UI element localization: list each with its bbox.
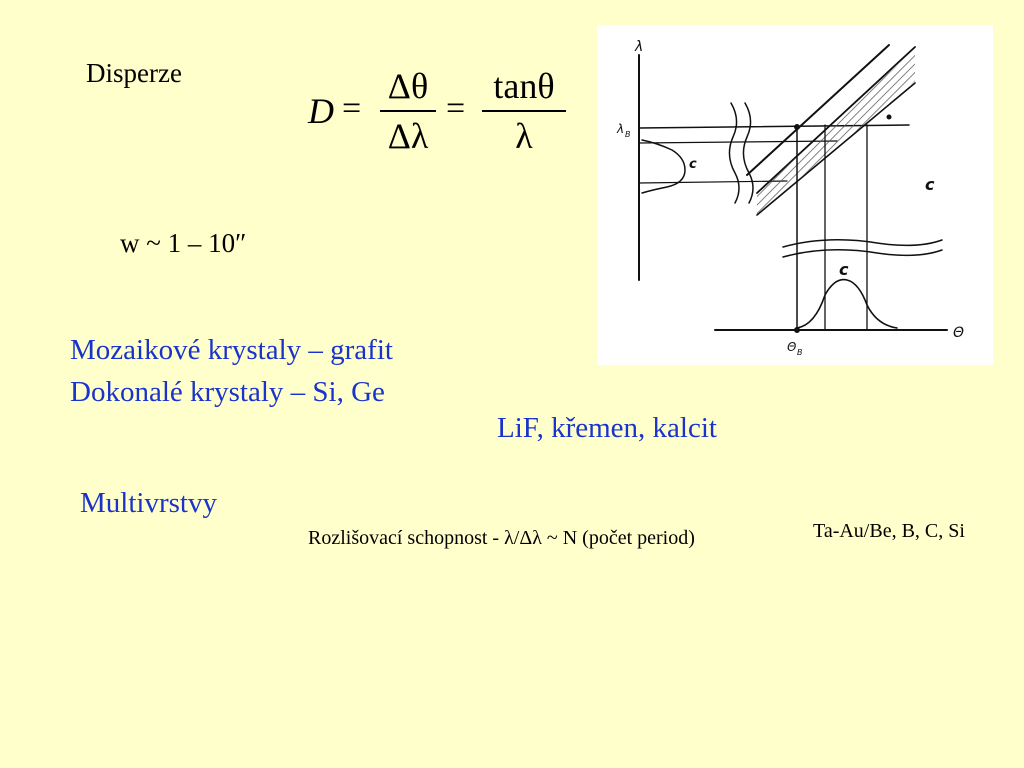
- intersection-dot: [795, 125, 800, 130]
- x-axis-label: Θ: [953, 325, 965, 341]
- theta-b-dot: [795, 328, 800, 333]
- c-label-right: c: [925, 175, 935, 194]
- fraction-2-bar: [482, 110, 566, 112]
- diagonal-line-2: [757, 47, 915, 193]
- c-label-left: c: [689, 157, 697, 172]
- fraction-1-denominator: Δλ: [387, 116, 429, 156]
- slide-title: Disperze: [86, 58, 182, 88]
- band-line-top: [639, 125, 909, 128]
- multilayer-materials-text: Ta-Au/Be, B, C, Si: [813, 520, 965, 542]
- upper-dot: [887, 115, 891, 119]
- diagonal-line-3: [757, 83, 915, 215]
- dispersion-formula: [306, 60, 576, 170]
- other-crystals-text: LiF, křemen, kalcit: [497, 412, 717, 444]
- theta-b-label: Θ: [787, 340, 797, 354]
- lower-break-bottom: [783, 250, 942, 257]
- theta-b-subscript: B: [797, 348, 803, 357]
- band-line-lower: [639, 181, 787, 183]
- bottom-profile-curve: [797, 280, 897, 328]
- fraction-2-denominator: λ: [515, 116, 533, 156]
- formula-fraction-2: [482, 66, 566, 156]
- formula-eq-1: =: [342, 90, 362, 127]
- fraction-1-bar: [380, 110, 436, 112]
- perfect-crystals-text: Dokonalé krystaly – Si, Ge: [70, 376, 385, 408]
- hatched-band: [757, 49, 915, 215]
- formula-fraction-1: [380, 66, 436, 156]
- fraction-2-numerator: tanθ: [493, 66, 555, 106]
- mosaic-crystals-text: Mozaikové krystaly – grafit: [70, 334, 393, 366]
- y-axis-label: λ: [635, 39, 644, 55]
- rocking-width-text: w ~ 1 – 10″: [120, 228, 247, 258]
- dumond-diagram: [597, 25, 993, 365]
- break-mark-right: [743, 103, 753, 203]
- formula-lhs: D: [308, 91, 334, 131]
- lambda-b-label: λ: [617, 122, 625, 136]
- lower-break-top: [783, 240, 942, 247]
- left-profile-curve: [642, 140, 685, 193]
- resolution-text: Rozlišovací schopnost - λ/Δλ ~ N (počet period): [308, 527, 695, 549]
- band-line-bottom: [639, 141, 837, 143]
- formula-eq-2: =: [446, 90, 466, 127]
- lambda-b-subscript: B: [625, 130, 631, 139]
- dumond-diagram-svg: [597, 25, 993, 365]
- multilayers-title: Multivrstvy: [80, 487, 217, 519]
- fraction-1-numerator: Δθ: [387, 66, 429, 106]
- c-label-bottom: c: [839, 260, 849, 279]
- break-mark-left: [729, 103, 739, 203]
